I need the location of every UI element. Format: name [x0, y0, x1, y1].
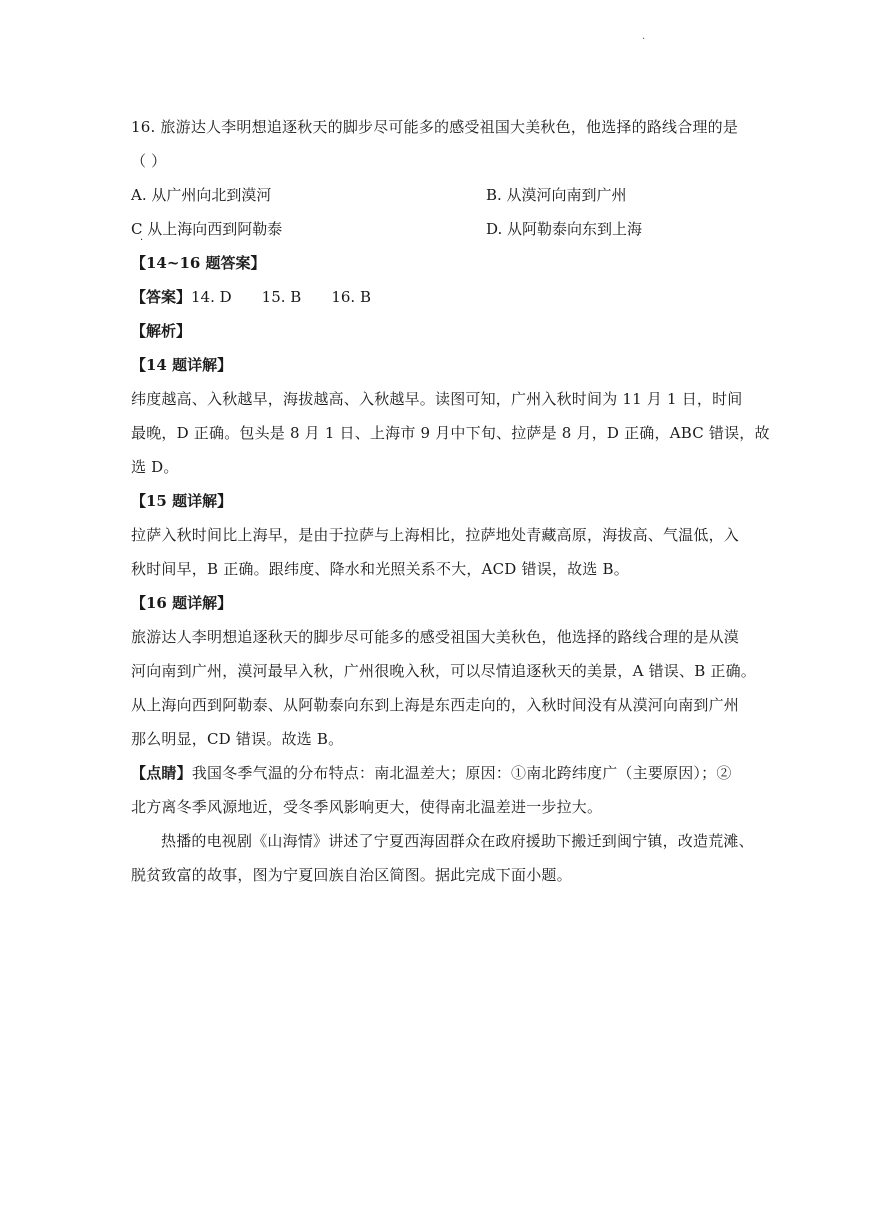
detail14-title: 【14 题详解】: [131, 356, 233, 374]
detail16-line: 从上海向西到阿勒泰、从阿勒泰向东到上海是东西走向的，入秋时间没有从漠河向南到广州: [131, 696, 740, 714]
detail16-line: 河向南到广州，漠河最早入秋，广州很晚入秋，可以尽情追逐秋天的美景，A 错误、B 正确。: [131, 662, 756, 680]
option-d: D. 从阿勒泰向东到上海: [486, 220, 643, 238]
detail14-line: 选 D。: [131, 458, 179, 476]
tip-line1: [131, 756, 741, 790]
answer-15: 15. B: [261, 288, 302, 306]
tip-line2: 北方离冬季风源地近，受冬季风影响更大，使得南北温差进一步拉大。: [131, 798, 603, 816]
answer-group-title: 【14~16 题答案】: [131, 254, 266, 272]
question16-stem-line1: 16. 旅游达人李明想追逐秋天的脚步尽可能多的感受祖国大美秋色，他选择的路线合理的是: [131, 118, 739, 136]
intro-line: 脱贫致富的故事，图为宁夏回族自治区简图。据此完成下面小题。: [131, 866, 572, 884]
tip-text: 我国冬季气温的分布特点：南北温差大；原因：①南北跨纬度广（主要原因）；②: [191, 764, 732, 782]
detail16-title: 【16 题详解】: [131, 594, 233, 612]
intro-line: 热播的电视剧《山海情》讲述了宁夏西海固群众在政府援助下搬迁到闽宁镇，改造荒滩、: [161, 832, 754, 850]
detail15-line: 拉萨入秋时间比上海早，是由于拉萨与上海相比，拉萨地处青藏高原，海拔高、气温低，入: [131, 526, 740, 544]
answer-14: 14. D: [191, 288, 232, 306]
detail15-title: 【15 题详解】: [131, 492, 233, 510]
detail15-line: 秋时间早，B 正确。跟纬度、降水和光照关系不大，ACD 错误，故选 B。: [131, 560, 629, 578]
option-c-text: C 从上海向西到阿勒泰: [131, 220, 283, 238]
tip-label: 【点睛】: [131, 764, 192, 782]
question16-options: [131, 178, 741, 246]
option-a: A. 从广州向北到漠河: [131, 186, 272, 204]
option-b: B. 从漠河向南到广州: [486, 186, 627, 204]
page-mark: ·: [642, 34, 646, 45]
question16-stem-line2: （ ）: [131, 152, 167, 170]
detail16-line: 那么明显，CD 错误。故选 B。: [131, 730, 344, 748]
option-c: [131, 212, 486, 246]
detail16-line: 旅游达人李明想追逐秋天的脚步尽可能多的感受祖国大美秋色，他选择的路线合理的是从漠: [131, 628, 740, 646]
answer-label: 【答案】: [131, 288, 192, 306]
answer-16: 16. B: [331, 288, 371, 306]
option-c-dot: ·: [140, 235, 144, 246]
detail14-line: 纬度越高、入秋越早，海拔越高、入秋越早。读图可知，广州入秋时间为 11 月 1 日，时间: [131, 390, 743, 408]
analysis-label: 【解析】: [131, 322, 192, 340]
answer-line: [131, 280, 741, 314]
detail14-line: 最晚，D 正确。包头是 8 月 1 日、上海市 9 月中下旬、拉萨是 8 月，D 正确，ABC 错误，故: [131, 424, 770, 442]
document-body: [131, 110, 770, 892]
